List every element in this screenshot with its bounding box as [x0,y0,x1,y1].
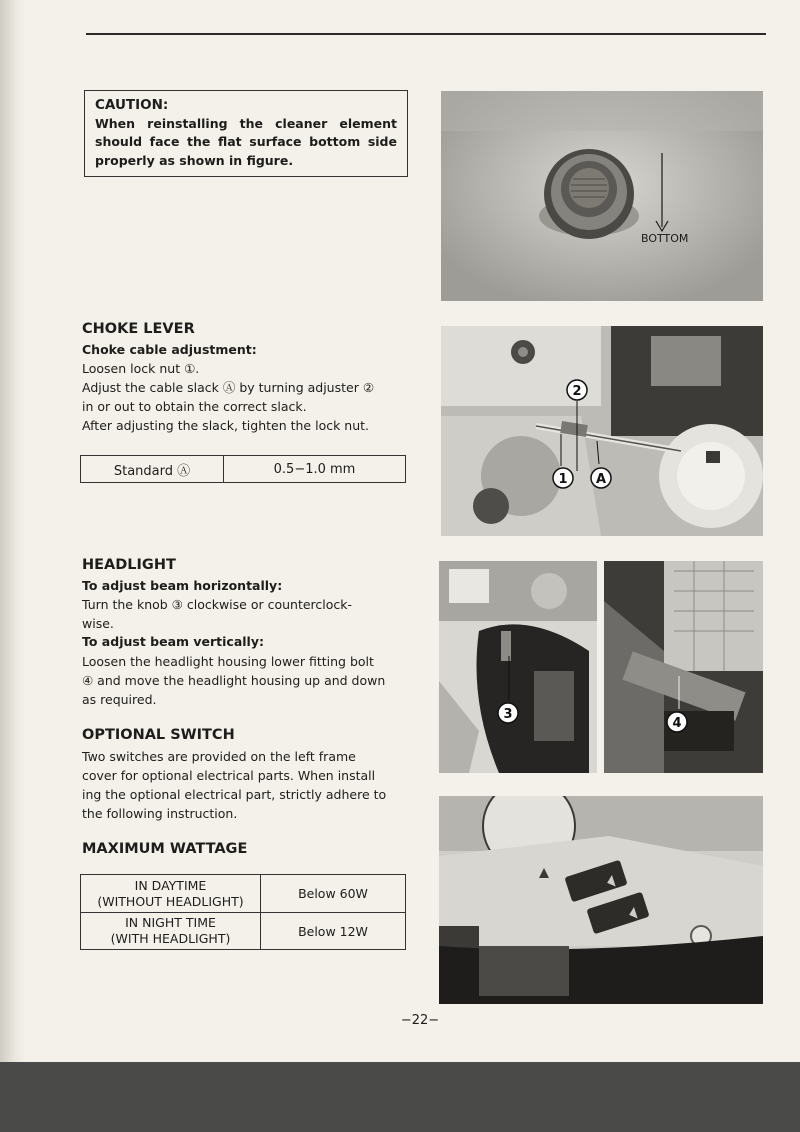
callout-2: 2 [572,384,582,399]
caution-title: CAUTION: [95,97,169,113]
page-number: −22− [400,1013,440,1028]
bottom-label: BOTTOM [641,232,689,245]
optional-line-2: cover for optional electrical parts. When install [82,768,376,783]
optional-line-1: Two switches are provided on the left frame [82,749,356,764]
optional-line-4: the following instruction. [82,806,238,821]
choke-line-4: After adjusting the slack, tighten the lock nut. [82,418,370,433]
headlight-v-line-2: ④ and move the headlight housing up and down [82,673,386,688]
headlight-sub-vertical: To adjust beam vertically: [82,634,264,649]
headlight-v-line-3: as required. [82,692,157,707]
optional-line-3: ing the optional electrical part, strictly adhere to [82,787,387,802]
spec-value: 0.5−1.0 mm [273,461,356,477]
wattage-row-night [81,912,405,949]
wattage-title: MAXIMUM WATTAGE [82,841,248,857]
photo-headlight-housing [604,561,763,773]
wattage-condition [81,875,261,912]
headlight-sub-horizontal: To adjust beam horizontally: [82,578,283,593]
choke-subtitle: Choke cable adjustment: [82,342,257,357]
choke-line-1: Loosen lock nut ①. [82,361,200,376]
wattage-value: Below 60W [298,886,368,901]
callout-3: 3 [503,707,513,722]
callout-1: 1 [558,472,568,487]
headlight-v-line-1: Loosen the headlight housing lower fitting bolt [82,654,374,669]
choke-line-3: in or out to obtain the correct slack. [82,399,307,414]
wattage-table [80,874,406,950]
wattage-row-daytime [81,875,405,912]
choke-spec-table [80,455,406,483]
photo-headlight-knob [439,561,597,773]
wattage-value: Below 12W [298,923,368,939]
caution-box [84,90,408,177]
wattage-condition-line: (WITHOUT HEADLIGHT) [97,893,244,909]
callout-a: A [596,472,607,487]
callout-4: 4 [672,716,682,731]
headlight-h-line-1: Turn the knob ③ clockwise or counterclock- [82,597,353,612]
choke-title: CHOKE LEVER [82,321,195,337]
choke-line-2: Adjust the cable slack Ⓐ by turning adjuster ② [82,380,375,395]
wattage-condition [81,913,261,949]
optional-switch-title: OPTIONAL SWITCH [82,727,235,743]
photo-cleaner-element [441,91,763,301]
wattage-condition-line: (WITH HEADLIGHT) [110,931,231,946]
photo-choke-cable [441,326,763,536]
photo-optional-switches [439,796,763,1004]
top-rule [86,33,766,35]
wattage-condition-line: IN NIGHT TIME [125,915,216,930]
spec-label: Standard Ⓐ [81,456,224,482]
binding-shadow [0,0,26,1062]
headlight-h-line-2: wise. [82,616,114,631]
caution-text: When reinstalling the cleaner element should face the flat surface bottom side properly as shown in figure. [95,115,397,168]
wattage-condition-line: IN DAYTIME [134,877,207,893]
headlight-title: HEADLIGHT [82,557,176,573]
